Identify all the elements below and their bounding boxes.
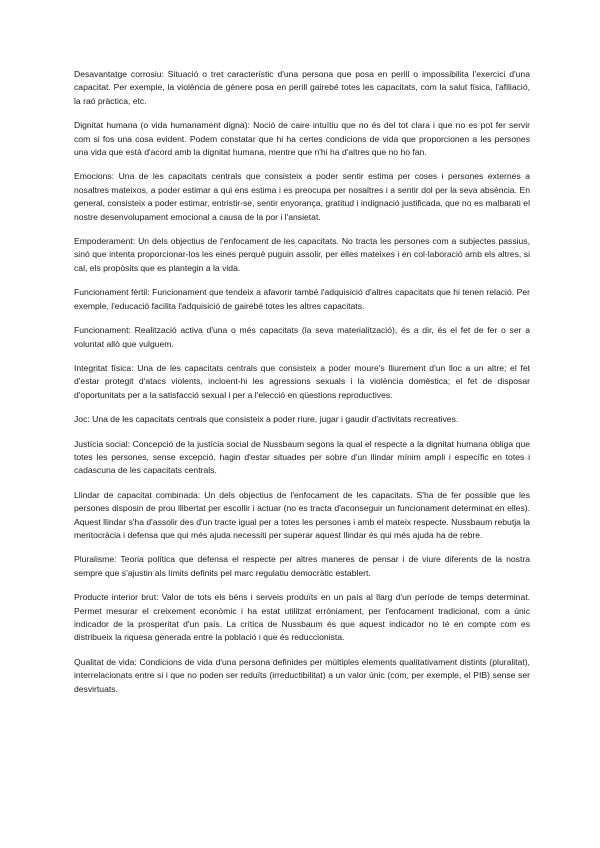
glossary-definition: Un dels objectius de l'enfocament de les capacitats. No tracta les persones com a subjectes passius, sinó que intenta proporcionar-los les eines perquè puguin assolir, per elles mateixes i en col·laboració amb els altres, si cal, els propòsits que es plantegin a la vida. <box>74 236 530 273</box>
glossary-definition: Una de les capacitats centrals que consisteix a poder riure, jugar i gaudir d'activitats recreatives. <box>92 414 459 425</box>
glossary-term: Funcionament <box>74 325 129 336</box>
glossary-term: Qualitat de vida <box>74 656 135 667</box>
glossary-definition: Concepció de la justícia social de Nussbaum segons la qual el respecte a la dignitat humana obliga que totes les persones, sense excepció, hagin d'estar situades per sobre d'un llindar mínim ampli i específic en totes i cadascuna de les capacitats centrals. <box>74 438 531 476</box>
glossary-definition: Funcionament que tendeix a afavorir també l'adquisició d'altres capacitats que hi tenen relació. Per exemple, l'educació facilita l'adquisició de gairebé totes les altres capacitats. <box>74 287 530 311</box>
glossary-definition: Teoria política que defensa el respecte per altres maneres de pensar i de viure diferents de la nostra sempre que s'ajustin als límits definits pel marc regulatiu democràtic establert. <box>74 554 530 578</box>
glossary-definition: Condicions de vida d'una persona definides per múltiples elements qualitativament distints (pluralitat), interrelacionats entre si i que no poden ser reduïts (irreductibilitat) a un valor únic (com, per exemple, el PIB) sense ser desvirtuats. <box>74 656 530 694</box>
glossary-entry: Funcionament fèrtil: Funcionament que tendeix a afavorir també l'adquisició d'altres capacitats que hi tenen relació. Per exemple, l'educació facilita l'adquisició de gairebé totes les altres capacitats. <box>74 287 530 311</box>
glossary-entry: Desavantatge corrosiu: Situació o tret característic d'una persona que posa en perill o impossibilita l'exercici d'una capacitat. Per exemple, la violència de gènere posa en perill gairebé totes les capacitats, com la salut física, l'afiliació, la raó pràctica, etc. <box>74 69 530 106</box>
glossary-entry: Integritat física: Una de les capacitats centrals que consisteix a poder moure's lliurement d'un lloc a un altre; el fet d'estar protegit d'atacs violents, incloent-hi les agressions sexuals i la violència domèstica; el fet de disposar d'oportunitats per a la satisfacció sexual i per a l'elecció en qüestions reproductives. <box>74 362 530 400</box>
glossary-entry: Qualitat de vida: Condicions de vida d'una persona definides per múltiples elements qualitativament distints (pluralitat), interrelacionats entre si i que no poden ser reduïts (irreductibilitat) a un valor únic (com, per exemple, el PIB) sense ser desvirtuats. <box>74 656 530 694</box>
glossary-entry: Pluralisme: Teoria política que defensa el respecte per altres maneres de pensar i de viure diferents de la nostra sempre que s'ajustin als límits definits pel marc regulatiu democràtic establert. <box>74 554 530 578</box>
glossary-term: Empoderament <box>74 236 133 247</box>
glossary-term: Desavantatge corrosiu <box>74 69 162 79</box>
glossary-definition: Situació o tret característic d'una persona que posa en perill o impossibilita l'exercici d'una capacitat. Per exemple, la violència de gènere posa en perill gairebé totes les capacitats, com la salut física, l'afiliació, la raó pràctica, etc. <box>74 69 530 106</box>
glossary-term: Llindar de capacitat combinada <box>74 489 198 500</box>
glossary-definition: Una de les capacitats centrals que consisteix a poder moure's lliurement d'un lloc a un altre; el fet d'estar protegit d'atacs violents, incloent-hi les agressions sexuals i la violència domèstica; el fet de disposar d'oportunitats per a la satisfacció sexual i per a l'elecció en qüestions reproductives. <box>74 362 530 400</box>
glossary-definition: Un dels objectius de l'enfocament de les capacitats. S'ha de fer possible que les persones disposin de prou llibertat per escollir i actuar (no es tracta d'aconseguir un funcionament determinat en elles). Aquest llindar s'ha d'assolir des d'un tracte igual per a totes les persones i amb el mateix respecte. Nussbaum rebutja la meritocràcia i defensa que qui més ajuda necessiti per superar aquest llindar és qui més ajuda ha de rebre. <box>74 489 530 540</box>
glossary-entry: Dignitat humana (o vida humanament digna): Noció de caire intuïtiu que no és del tot clara i que no es pot fer servir com si fos una cosa evident. Podem constatar que hi ha certes condicions de vida que proporcionen a les persones una vida que està d'acord amb la dignitat humana, mentre que n'hi ha d'altres que no ho fan. <box>74 120 530 158</box>
glossary-entry: Producte interior brut: Valor de tots els béns i serveis produïts en un país al llarg d'un període de temps determinat. Permet mesurar el creixement econòmic i ha estat utilitzat erròniament, per l'enfocament tradicional, com a únic indicador de la prosperitat d'un país. La crítica de Nussbaum és que aquest indicador no té en compte com es distribueix la riquesa generada entre la població i que és reduccionista. <box>74 592 531 643</box>
glossary-term: Funcionament fèrtil <box>74 287 148 298</box>
glossary-term: Emocions <box>74 171 112 182</box>
glossary-term: Dignitat humana (o vida humanament digna) <box>74 120 248 131</box>
glossary-entry: Funcionament: Realització activa d'una o més capacitats (la seva materialització), és a dir, és el fet de fer o ser a voluntat allò que vulguem. <box>74 325 530 349</box>
glossary-term: Integritat física <box>74 362 132 373</box>
glossary-term: Justícia social <box>74 438 128 449</box>
glossary-term: Pluralisme <box>74 554 115 565</box>
glossary-entry: Justícia social: Concepció de la justícia social de Nussbaum segons la qual el respecte a la dignitat humana obliga que totes les persones, sense excepció, hagin d'estar situades per sobre d'un llindar mínim ampli i específic en totes i cadascuna de les capacitats centrals. <box>74 438 531 476</box>
glossary-definition: Valor de tots els béns i serveis produïts en un país al llarg d'un període de temps determinat. Permet mesurar el creixement econòmic i ha estat utilitzat erròniament, per l'enfocament tradicional, com a únic indicador de la prosperitat d'un país. La crítica de Nussbaum és que aquest indicador no té en compte com es distribueix la riquesa generada entre la població i que és reduccionista. <box>74 592 531 643</box>
glossary-definition: Noció de caire intuïtiu que no és del tot clara i que no es pot fer servir com si fos una cosa evident. Podem constatar que hi ha certes condicions de vida que proporcionen a les persones una vida que està d'acord amb la dignitat humana, mentre que n'hi ha d'altres que no ho fan. <box>74 120 530 158</box>
glossary-entry: Emocions: Una de les capacitats centrals que consisteix a poder sentir estima per coses i persones externes a nosaltres mateixos, a poder estimar a qui ens estima i es preocupa per nosaltres i a sentir dol per la seva absència. En general, consisteix a poder estimar, entristir-se, sentir enyorança, gratitud i indignació justificada, que no es malbarati el nostre desenvolupament emocional a causa de la por i l'ansietat. <box>74 171 530 222</box>
glossary <box>74 68 530 707</box>
glossary-entry: Empoderament: Un dels objectius de l'enfocament de les capacitats. No tracta les persones com a subjectes passius, sinó que intenta proporcionar-los les eines perquè puguin assolir, per elles mateixes i en col·laboració amb els altres, si cal, els propòsits que es plantegin a la vida. <box>74 236 530 273</box>
glossary-entry: Joc: Una de les capacitats centrals que consisteix a poder riure, jugar i gaudir d'activitats recreatives. <box>74 414 459 425</box>
glossary-term: Joc <box>74 414 88 425</box>
glossary-entry: Llindar de capacitat combinada: Un dels objectius de l'enfocament de les capacitats. S'ha de fer possible que les persones disposin de prou llibertat per escollir i actuar (no es tracta d'aconseguir un funcionament determinat en elles). Aquest llindar s'ha d'assolir des d'un tracte igual per a totes les persones i amb el mateix respecte. Nussbaum rebutja la meritocràcia i defensa que qui més ajuda necessiti per superar aquest llindar és qui més ajuda ha de rebre. <box>74 489 530 540</box>
glossary-definition: Realització activa d'una o més capacitats (la seva materialització), és a dir, és el fet de fer o ser a voluntat allò que vulguem. <box>74 325 530 349</box>
glossary-definition: Una de les capacitats centrals que consisteix a poder sentir estima per coses i persones externes a nosaltres mateixos, a poder estimar a qui ens estima i es preocupa per nosaltres i a sentir dol per la seva absència. En general, consisteix a poder estimar, entristir-se, sentir enyorança, gratitud i indignació justificada, que no es malbarati el nostre desenvolupament emocional a causa de la por i l'ansietat. <box>74 171 530 222</box>
glossary-term: Producte interior brut <box>74 592 157 603</box>
